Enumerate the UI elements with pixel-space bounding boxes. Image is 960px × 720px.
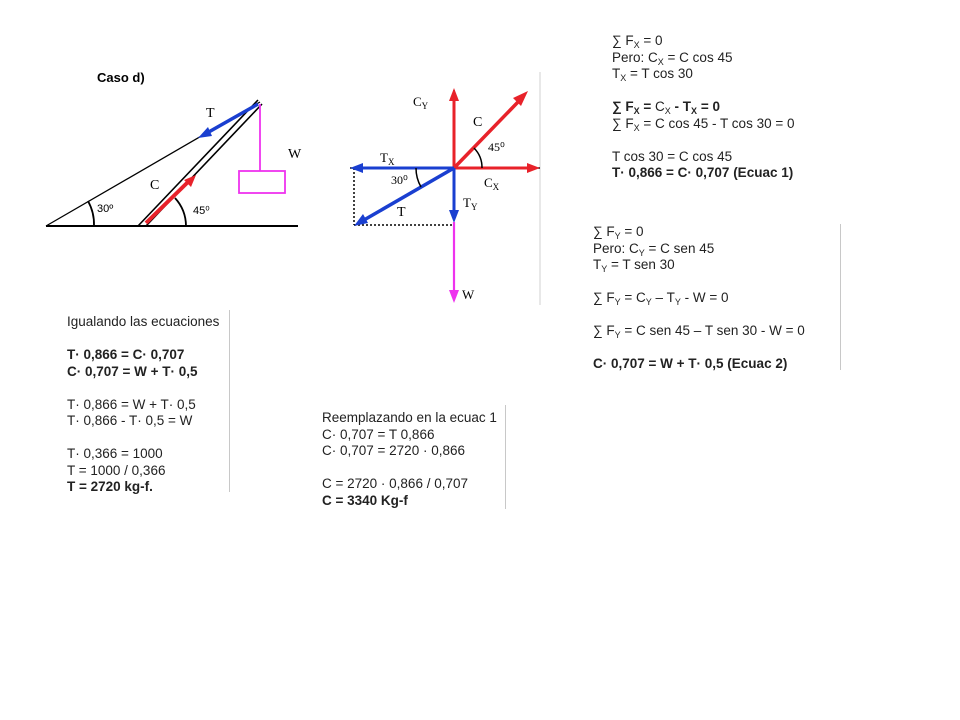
reemplazando-line: C· 0,707 = T 0,866	[322, 426, 435, 442]
igualando-line: C· 0,707 = W + T· 0,5	[67, 363, 198, 379]
fbd-label-ty: $T_Y$	[463, 195, 478, 212]
fbd-label-t: T	[397, 205, 406, 220]
incline-label-c: C	[150, 178, 160, 193]
incline-label-30: 30º	[97, 203, 114, 215]
ty-arrowhead	[449, 210, 459, 223]
t-arrow	[364, 168, 454, 220]
c-arrow	[454, 102, 518, 168]
sum-y-result: C· 0,707 = W + T· 0,5 (Ecuac 2)	[593, 356, 788, 371]
igualando-line: T· 0,866 - T· 0,5 = W	[67, 413, 193, 428]
sum-y-block	[593, 224, 805, 373]
fbd-label-c: C	[473, 115, 483, 130]
incline-label-t: T	[206, 106, 215, 121]
sum-y-line: ∑ $F_Y = 0$	[593, 224, 644, 241]
fbd-angle-30-arc	[416, 168, 421, 187]
incline-label-45: 45⁰	[193, 205, 210, 217]
fbd-label-45: 45⁰	[488, 140, 505, 154]
incline-label-w: W	[288, 147, 302, 162]
fbd-label-tx: $T_X$	[380, 150, 395, 167]
reemplazando-line: Reemplazando en la ecuac 1	[322, 410, 497, 425]
reemplazando-result: C = 3340 Kg-f	[322, 492, 408, 508]
igualando-result: T = 2720 kg-f.	[67, 479, 153, 494]
sum-x-line: ∑ $F_X = C$ cos 45 - T cos 30 = 0	[612, 115, 795, 133]
sum-x-line: T cos 30 = C cos 45	[612, 148, 733, 164]
sum-x-result: T· 0,866 = C· 0,707 (Ecuac 1)	[612, 165, 794, 180]
sum-y-line: ∑ $F_Y = C_Y - T_Y - W = 0$	[593, 290, 729, 307]
reemplazando-line: C = 2720 · 0,866 / 0,707	[322, 476, 468, 491]
fbd-label-cx: $C_X$	[484, 175, 500, 192]
cy-arrowhead	[449, 88, 459, 101]
igualando-line: T· 0,366 = 1000	[67, 446, 163, 461]
w-arrowhead	[449, 290, 459, 303]
sum-y-line: ∑ $F_Y = C$ sen 45 – T sen 30 - W = 0	[593, 323, 805, 340]
igualando-line: T· 0,866 = W + T· 0,5	[67, 396, 196, 412]
cx-arrowhead	[527, 163, 540, 173]
sum-x-line: $T_X = T$ cos 30	[612, 66, 693, 83]
sum-x-line: ∑ $F_X = C_X - T_X = 0$	[612, 99, 720, 116]
igualando-line: Igualando las ecuaciones	[67, 314, 220, 329]
igualando-line: T· 0,866 = C· 0,707	[67, 347, 185, 362]
reemplazando-block	[322, 410, 497, 509]
sum-y-line: $T_Y = T$ sen 30	[593, 257, 675, 274]
sum-x-line: ∑ $F_X = 0$	[612, 33, 663, 50]
fbd-angle-45-arc	[474, 148, 482, 168]
igualando-block	[67, 314, 219, 496]
fbd-label-30: 30⁰	[391, 173, 408, 187]
fbd-label-w: W	[462, 287, 475, 302]
sum-y-line: Pero: $C_Y = C$ sen 45	[593, 240, 715, 258]
caso-label: Caso d)	[97, 70, 145, 85]
fbd-label-cy: $C_Y$	[413, 94, 429, 111]
sum-x-block	[612, 33, 794, 182]
igualando-line: T = 1000 / 0,366	[67, 462, 166, 478]
sum-x-line: Pero: $C_X = C$ cos 45	[612, 49, 733, 67]
t-arrowhead	[354, 214, 368, 226]
reemplazando-line: C· 0,707 = 2720 · 0,866	[322, 443, 465, 458]
tx-arrowhead	[350, 163, 363, 173]
